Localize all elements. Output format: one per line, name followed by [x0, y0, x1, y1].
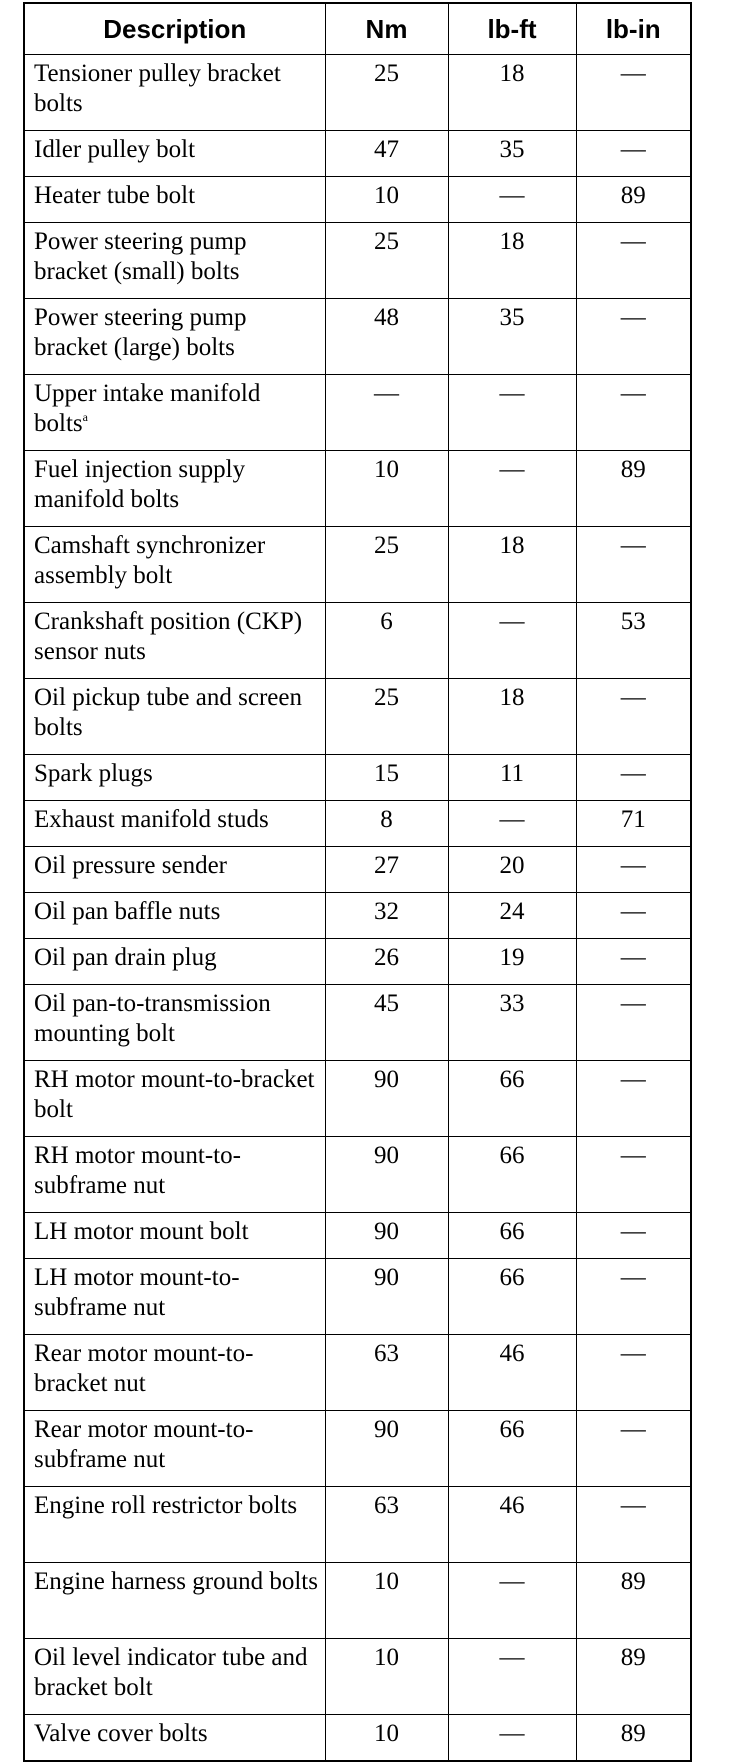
table-row	[24, 223, 691, 299]
description-text: Heater tube bolt	[34, 182, 196, 209]
description-text: Oil pan baffle nuts	[34, 898, 221, 925]
cell-lb-in: —	[576, 1411, 691, 1487]
table-row	[24, 801, 691, 847]
description-text: Valve cover bolts	[34, 1720, 208, 1747]
description-text: Idler pulley bolt	[34, 136, 196, 163]
cell-lb-in: —	[576, 1259, 691, 1335]
cell-lb-in: 89	[576, 1563, 691, 1639]
description-text: Oil pickup tube and screen bolts	[34, 684, 302, 741]
description-text: RH motor mount-to-subframe nut	[34, 1142, 241, 1199]
table-row	[24, 1137, 691, 1213]
cell-description	[24, 55, 325, 131]
table-row	[24, 1487, 691, 1563]
description-text: Rear motor mount-to-bracket nut	[34, 1340, 254, 1397]
cell-description	[24, 177, 325, 223]
table-row	[24, 847, 691, 893]
cell-lb-ft: —	[448, 451, 576, 527]
cell-lb-ft: 33	[448, 985, 576, 1061]
description-text: Crankshaft position (CKP) sensor nuts	[34, 608, 303, 665]
cell-description	[24, 801, 325, 847]
cell-lb-in: —	[576, 527, 691, 603]
description-text: Oil pan drain plug	[34, 944, 217, 971]
cell-nm: 25	[325, 55, 448, 131]
cell-lb-in: —	[576, 1137, 691, 1213]
cell-lb-ft: 35	[448, 299, 576, 375]
cell-description	[24, 985, 325, 1061]
cell-nm: 90	[325, 1213, 448, 1259]
cell-nm: 45	[325, 985, 448, 1061]
cell-lb-ft: 18	[448, 223, 576, 299]
cell-nm: 25	[325, 527, 448, 603]
cell-description	[24, 1213, 325, 1259]
table-row	[24, 1061, 691, 1137]
description-text: Engine harness ground bolts	[34, 1568, 318, 1595]
table-header	[24, 3, 691, 55]
cell-nm: 10	[325, 1563, 448, 1639]
cell-description	[24, 847, 325, 893]
table-row	[24, 299, 691, 375]
cell-nm: 48	[325, 299, 448, 375]
cell-nm: 6	[325, 603, 448, 679]
cell-lb-ft: —	[448, 177, 576, 223]
cell-description	[24, 1639, 325, 1715]
cell-nm: 15	[325, 755, 448, 801]
cell-lb-ft: 66	[448, 1411, 576, 1487]
cell-lb-ft: 66	[448, 1259, 576, 1335]
cell-nm: 90	[325, 1137, 448, 1213]
cell-description	[24, 603, 325, 679]
cell-lb-in: —	[576, 131, 691, 177]
table-row	[24, 985, 691, 1061]
table-row	[24, 451, 691, 527]
cell-lb-in: —	[576, 299, 691, 375]
description-text: Oil pressure sender	[34, 852, 227, 879]
cell-lb-ft: 18	[448, 679, 576, 755]
cell-lb-in: 53	[576, 603, 691, 679]
cell-description	[24, 679, 325, 755]
cell-description	[24, 527, 325, 603]
cell-nm: 47	[325, 131, 448, 177]
cell-nm: 26	[325, 939, 448, 985]
table-row	[24, 679, 691, 755]
cell-lb-ft: 11	[448, 755, 576, 801]
header-lb-ft: lb-ft	[448, 3, 576, 55]
description-text: Oil level indicator tube and bracket bolt	[34, 1644, 308, 1701]
cell-lb-in: 89	[576, 1715, 691, 1762]
table-row	[24, 893, 691, 939]
cell-nm: 10	[325, 451, 448, 527]
description-text: Rear motor mount-to-subframe nut	[34, 1416, 254, 1473]
cell-nm: 90	[325, 1061, 448, 1137]
cell-lb-in: —	[576, 939, 691, 985]
description-text: Oil pan-to-transmission mounting bolt	[34, 990, 271, 1047]
description-text: Exhaust manifold studs	[34, 806, 269, 833]
cell-lb-in: —	[576, 985, 691, 1061]
cell-lb-ft: —	[448, 801, 576, 847]
cell-lb-ft: 35	[448, 131, 576, 177]
cell-lb-in: —	[576, 893, 691, 939]
table-row	[24, 1213, 691, 1259]
cell-description	[24, 375, 325, 451]
cell-lb-in: 89	[576, 1639, 691, 1715]
table-row	[24, 177, 691, 223]
table-body	[24, 55, 691, 1762]
cell-nm: 10	[325, 1715, 448, 1762]
cell-description	[24, 755, 325, 801]
description-text: LH motor mount bolt	[34, 1218, 249, 1245]
cell-nm: 63	[325, 1335, 448, 1411]
cell-nm: 25	[325, 223, 448, 299]
cell-nm: 90	[325, 1411, 448, 1487]
footnote-marker: a	[82, 410, 88, 424]
cell-lb-ft: 24	[448, 893, 576, 939]
description-text: LH motor mount-to-subframe nut	[34, 1264, 240, 1321]
header-nm: Nm	[325, 3, 448, 55]
table-row	[24, 939, 691, 985]
cell-lb-ft: 66	[448, 1061, 576, 1137]
cell-description	[24, 1335, 325, 1411]
cell-lb-ft: —	[448, 1715, 576, 1762]
cell-description	[24, 451, 325, 527]
cell-lb-in: —	[576, 1213, 691, 1259]
header-row	[24, 3, 691, 55]
cell-description	[24, 1487, 325, 1563]
cell-lb-ft: 18	[448, 55, 576, 131]
description-text: Camshaft synchronizer assembly bolt	[34, 532, 266, 589]
cell-description	[24, 1137, 325, 1213]
description-text: Spark plugs	[34, 760, 153, 787]
cell-nm: 90	[325, 1259, 448, 1335]
description-text: RH motor mount-to-bracket bolt	[34, 1066, 315, 1123]
cell-description	[24, 299, 325, 375]
cell-nm: —	[325, 375, 448, 451]
cell-lb-in: 89	[576, 177, 691, 223]
cell-lb-in: —	[576, 55, 691, 131]
table-row	[24, 603, 691, 679]
header-lb-in: lb-in	[576, 3, 691, 55]
table-row	[24, 1411, 691, 1487]
cell-lb-in: 71	[576, 801, 691, 847]
cell-lb-ft: 18	[448, 527, 576, 603]
cell-nm: 27	[325, 847, 448, 893]
cell-nm: 32	[325, 893, 448, 939]
cell-nm: 10	[325, 1639, 448, 1715]
cell-lb-ft: —	[448, 603, 576, 679]
table-row	[24, 1563, 691, 1639]
cell-lb-ft: 20	[448, 847, 576, 893]
table-row	[24, 1715, 691, 1762]
cell-nm: 63	[325, 1487, 448, 1563]
cell-description	[24, 939, 325, 985]
torque-spec-table	[23, 2, 692, 1762]
cell-lb-in: —	[576, 375, 691, 451]
description-text: Upper intake manifold bolts	[34, 380, 261, 437]
cell-lb-ft: 66	[448, 1137, 576, 1213]
table-row	[24, 1639, 691, 1715]
table-row	[24, 375, 691, 451]
table-row	[24, 55, 691, 131]
cell-description	[24, 223, 325, 299]
cell-lb-ft: 66	[448, 1213, 576, 1259]
description-text: Power steering pump bracket (small) bolts	[34, 228, 247, 285]
table-row	[24, 1259, 691, 1335]
cell-lb-ft: —	[448, 375, 576, 451]
cell-lb-ft: —	[448, 1639, 576, 1715]
description-text: Fuel injection supply manifold bolts	[34, 456, 246, 513]
table-row	[24, 527, 691, 603]
cell-lb-ft: —	[448, 1563, 576, 1639]
cell-lb-in: —	[576, 679, 691, 755]
cell-lb-in: —	[576, 1335, 691, 1411]
cell-lb-ft: 46	[448, 1335, 576, 1411]
cell-lb-in: —	[576, 1061, 691, 1137]
cell-nm: 25	[325, 679, 448, 755]
cell-nm: 10	[325, 177, 448, 223]
description-text: Engine roll restrictor bolts	[34, 1492, 298, 1519]
table-row	[24, 755, 691, 801]
cell-lb-in: —	[576, 223, 691, 299]
cell-lb-ft: 46	[448, 1487, 576, 1563]
cell-nm: 8	[325, 801, 448, 847]
cell-description	[24, 1563, 325, 1639]
cell-description	[24, 131, 325, 177]
cell-lb-in: —	[576, 847, 691, 893]
cell-description	[24, 1259, 325, 1335]
cell-description	[24, 893, 325, 939]
cell-lb-in: —	[576, 755, 691, 801]
cell-lb-in: 89	[576, 451, 691, 527]
cell-description	[24, 1061, 325, 1137]
table-row	[24, 1335, 691, 1411]
cell-lb-in: —	[576, 1487, 691, 1563]
description-text: Power steering pump bracket (large) bolts	[34, 304, 247, 361]
header-description: Description	[24, 3, 325, 55]
description-text: Tensioner pulley bracket bolts	[34, 60, 281, 117]
cell-description	[24, 1715, 325, 1762]
cell-description	[24, 1411, 325, 1487]
cell-lb-ft: 19	[448, 939, 576, 985]
table-row	[24, 131, 691, 177]
